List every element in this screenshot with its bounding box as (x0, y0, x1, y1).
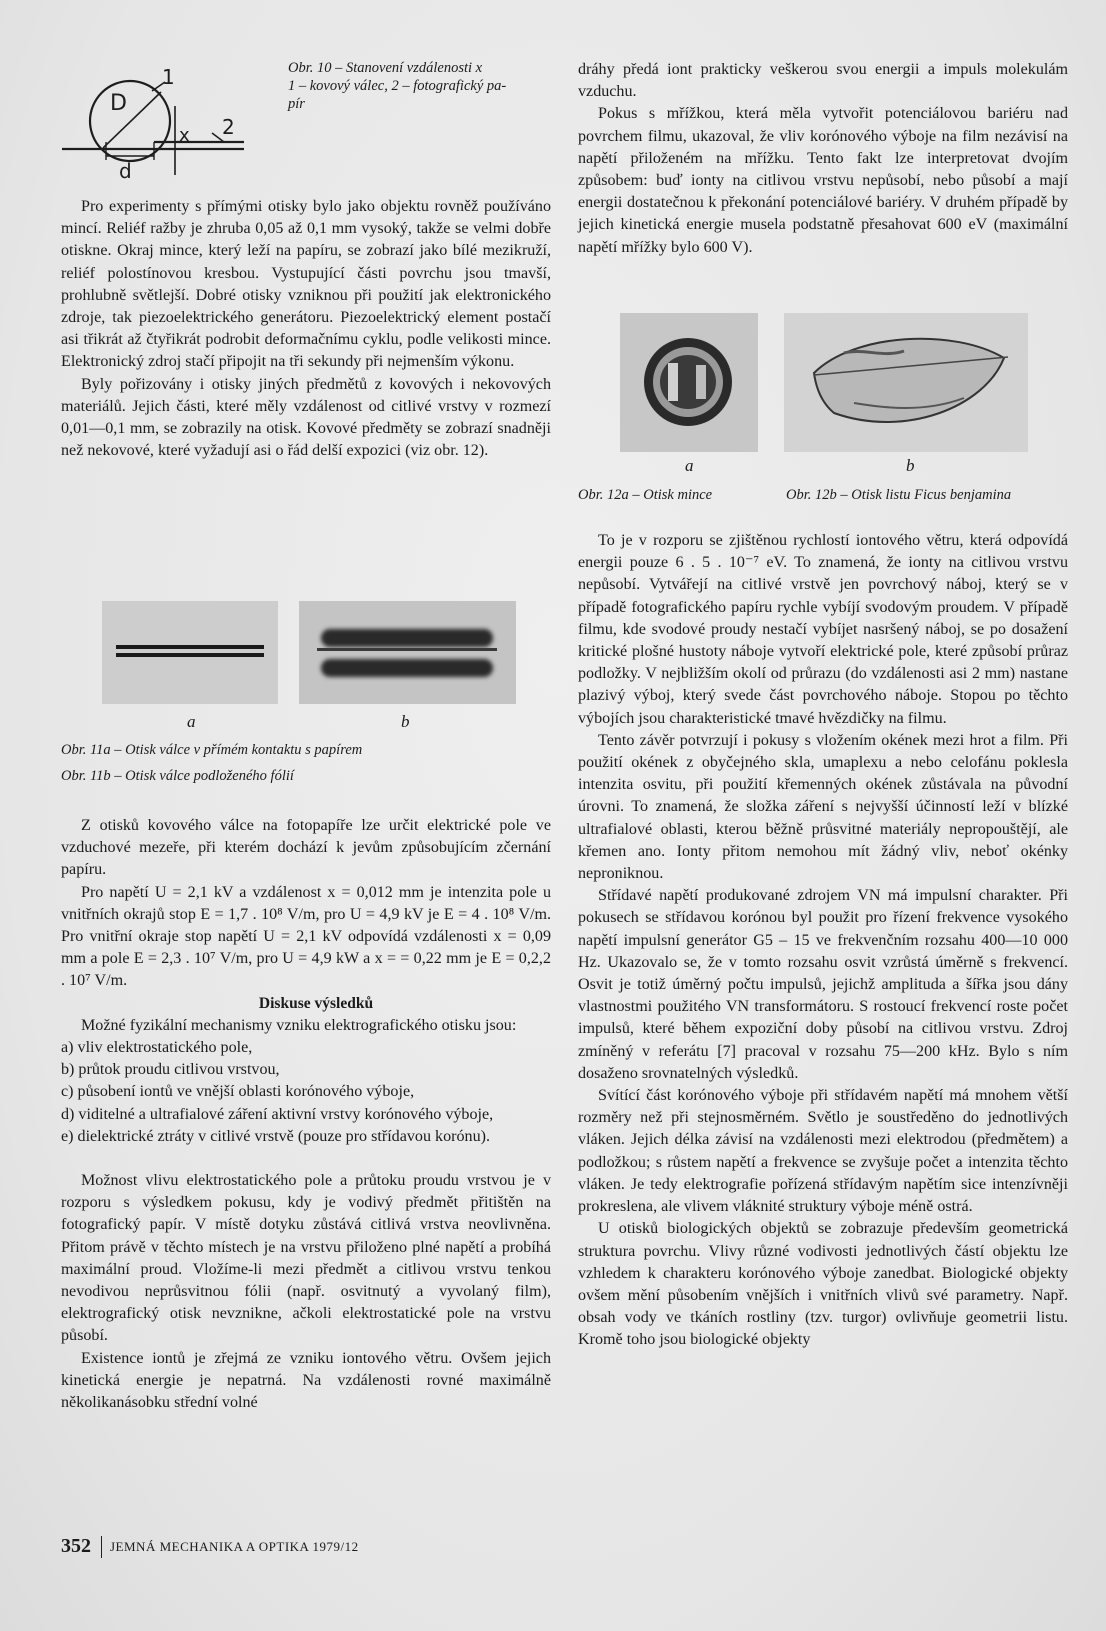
figure-11b-label: b (401, 712, 410, 731)
journal-name: JEMNÁ MECHANIKA A OPTIKA 1979/12 (110, 1538, 359, 1554)
list-item: b) průtok proudu citlivou vrstvou, (61, 1061, 280, 1079)
paragraph: Možné fyzikální mechanismy vzniku elektrografického otisku jsou: (81, 1016, 517, 1034)
left-column-bottom (61, 815, 551, 1414)
figure-10-diagram (62, 58, 277, 188)
figure-12b-photo (784, 313, 1028, 452)
figure-12a-caption: Obr. 12a – Otisk mince (578, 487, 713, 503)
list-item: c) působení iontů ve vnější oblasti korónového výboje, (61, 1083, 415, 1101)
paragraph: To je v rozporu se zjištěnou rychlostí iontového větru, která odpovídá energii pouze 6 . 5 . 10⁻⁷ eV. To znamená, že ionty na citlivou vrstvu nepůsobí. Vytvářejí na citlivé vrstvě jen povrchový náboj, který se v případě fotografického papíru rychle vybíjí svodovým proudem. V případě filmu, kde svodové proudy nestačí vybíjet nasršený náboj, se po dosažení kritické plošné hustoty náboje vytvoří elektrické pole, které způsobí průraz podložky. V nejbližším okolí od průrazu (do vzdálenosti asi 2 mm) nastane plazivý výboj, který svede část povrchového náboje. Stopou po těchto výbojích jsou charakteristické tmavé hvězdičky na filmu. (578, 532, 1068, 727)
footer-divider (101, 1536, 102, 1558)
label-1: 1 (162, 65, 175, 89)
paragraph: Existence iontů je zřejmá ze vzniku iontového větru. Ovšem jejich kinetická energie je nepatrná. Na vzdálenosti rovné maximálně několikanásobku střední volné (61, 1349, 551, 1412)
paragraph: dráhy předá iont prakticky veškerou svou energii a impuls molekulám vzduchu. (578, 61, 1068, 101)
label-D: D (110, 91, 127, 116)
left-column-top (61, 196, 551, 462)
paragraph: Pro experimenty s přímými otisky bylo jako objektu rovněž používáno mincí. Reliéf ražby je zhruba 0,05 až 0,1 mm vysoký, takže se velmi dobře otiskne. Okraj mince, který leží na papíru, se zobrazí jako bílé mezikruží, reliéf polostínovou kresbou. Vystupující části povrchu jsou tmavší, prohlubně světlejší. Dobré otisky vzniknou při použití jak elektronického zdroje, tak piezoelektrického generátoru. Piezoelektrický element postačí asi třikrát až čtyřikrát podrobit deformačnímu cyklu, podle velikosti mince. Elektronický zdroj stačí připojit na tři sekundy při nejmenším výkonu. (61, 198, 551, 371)
figure-10-caption: Obr. 10 – Stanovení vzdálenosti x 1 – kovový válec, 2 – fotografický pa- pír (288, 60, 507, 112)
label-2: 2 (222, 115, 235, 139)
figure-11b-caption: Obr. 11b – Otisk válce podloženého fólií (61, 768, 294, 784)
figure-11a-photo (102, 601, 278, 704)
figure-11a-label: a (187, 712, 196, 731)
paragraph: Pro napětí U = 2,1 kV a vzdálenost x = 0,012 mm je intenzita pole u vnitřních okrajů stop E = 1,7 . 10⁸ V/m, pro U = 4,9 kV je E = 4 . 10⁸ V/m. Pro vnitřní okraje stop napětí U = 2,1 kV odpovídá vzdálenosti x = 0,09 mm a pole E = 2,3 . 10⁷ V/m, pro U = 4,9 kW a x = = 0,22 mm je E = 0,2,2 . 10⁷ V/m. (61, 883, 551, 990)
paragraph: Střídavé napětí produkované zdrojem VN má impulsní charakter. Při pokusech se střídavou korónou byl použit pro řízení frekvence vysokého napětí impulsní generátor G5 – 15 ve frekvenčním rozsahu 400—10 000 Hz. Ukazovalo se, že v tomto rozsahu osvit vzrůstá úměrně s frekvencí. Osvit je totiž úměrný počtu impulsů, jejichž amplituda a šířka jsou dány vlastnostmi použitého VN transformátoru. S rostoucí frekvencí roste počet impulsů, které během expoziční doby působí na citlivou vrstvu. Zdroj zmíněný v referátu [7] pracoval v rozsahu 75—200 kHz. Bylo s ním dosaženo srovnatelných výsledků. (578, 887, 1068, 1082)
list-item: e) dielektrické ztráty v citlivé vrstvě (pouze pro střídavou korónu). (61, 1127, 491, 1145)
paragraph: Byly pořizovány i otisky jiných předmětů z kovových i nekovových materiálů. Jejich části, které měly vzdálenost od citlivé vrstvy v rozmezí 0,01—0,1 mm, se zobrazily na otisk. Kovové předměty se zobrazí snadněji než nekovové, které vyžadují asi o řád delší expozici (viz obr. 12). (61, 375, 551, 460)
paragraph: Tento závěr potvrzují i pokusy s vložením okének mezi hrot a film. Při použití okének z obyčejného skla, umaplexu a nebo celofánu poklesla intenzita osvitu, při použití křemenných okének zůstávala na původní úrovni. To znamená, že složka záření s nejvyšší účinností leží v blízké ultrafialové oblasti, kterou běžně průsvitné materiály nepropouštějí, ale křemen ano. Ionty přitom nemohou mít žádný vliv, neboť okénky neproniknou. (578, 731, 1068, 883)
label-d: d (119, 159, 132, 183)
paragraph: Svítící část korónového výboje při střídavém napětí má mnohem větší rozměry než při stejnosměrném. Světlo je soustředěno do jednotlivých vláken. Jejich délka závisí na vzdálenosti mezi elektrodou (předmětem) a podložkou; s růstem napětí a frekvence se zvyšuje počet a intenzita těchto vláken. Je tedy elektrografie pořízená střídavým napětím sice intenzívněji prokreslena, ale vlivem vláknité struktury výboje méně ostrá. (578, 1087, 1068, 1216)
paragraph: U otisků biologických objektů se zobrazuje především geometrická struktura povrchu. Vlivy různé vodivosti jednotlivých částí objektu lze vzhledem k charakteru korónového výboje zanedbat. Biologické objekty ovšem mění působením vnějších i vnitřních vlivů své parametry. Např. obsah vody ve tkáních rostliny (tzv. turgor) ovlivňuje geometrii listu. Kromě toho jsou biologické objekty (578, 1220, 1068, 1349)
list-item: d) viditelné a ultrafialové záření aktivní vrstvy korónového výboje, (61, 1105, 494, 1123)
page-footer (61, 1535, 359, 1558)
figure-12b-caption: Obr. 12b – Otisk listu Ficus benjamina (786, 487, 1012, 503)
list-item: a) vliv elektrostatického pole, (61, 1039, 253, 1057)
paragraph: Z otisků kovového válce na fotopapíře lze určit elektrické pole ve vzduchové mezeře, při kterém dochází k jevům způsobujícím zčernání papíru. (61, 817, 551, 879)
section-heading: Diskuse výsledků (258, 994, 374, 1012)
right-column-top (578, 59, 1068, 259)
mechanism-list (61, 1037, 551, 1148)
paragraph: Pokus s mřížkou, která měla vytvořit potenciálovou bariéru nad povrchem filmu, ukazoval, že vliv korónového výboje na film nezávisí na napětí přiloženém na mřížku. Tento fakt lze interpretovat dvojím způsobem: buď ionty na citlivou vrstvu nepůsobí, nebo působí a mají energii dostatečnou k překonání potenciálové bariéry. V druhém případě by jejich kinetická energie musela podstatně přesahovat 600 eV (maximální napětí mřížky bylo 600 V). (578, 105, 1068, 256)
figure-11a-caption: Obr. 11a – Otisk válce v přímém kontaktu s papírem (61, 742, 363, 758)
label-x: x (179, 125, 190, 146)
figure-12a-photo (620, 313, 758, 452)
figure-12a-label: a (685, 456, 694, 475)
right-column-bottom (578, 530, 1068, 1352)
figure-11b-photo (299, 601, 516, 704)
figure-12b-label: b (906, 456, 915, 475)
page-number: 352 (61, 1535, 91, 1557)
paragraph: Možnost vlivu elektrostatického pole a průtoku proudu vrstvou je v rozporu s výsledkem pokusu, kdy je vodivý předmět přitištěn na fotografický papír. V místě dotyku zůstává citlivá vrstva neovlivněna. Přitom právě v těchto místech je na vrstvu přiloženo plné napětí a probíhá maximální proud. Vložíme-li mezi předmět a citlivou vrstvu tenkou nevodivou neprůsvitnou fólii (např. osvitnutý a vyvolaný film), elektrografický otisk nevznikne, ačkoli elektrostatické pole na vrstvu působí. (61, 1172, 551, 1345)
